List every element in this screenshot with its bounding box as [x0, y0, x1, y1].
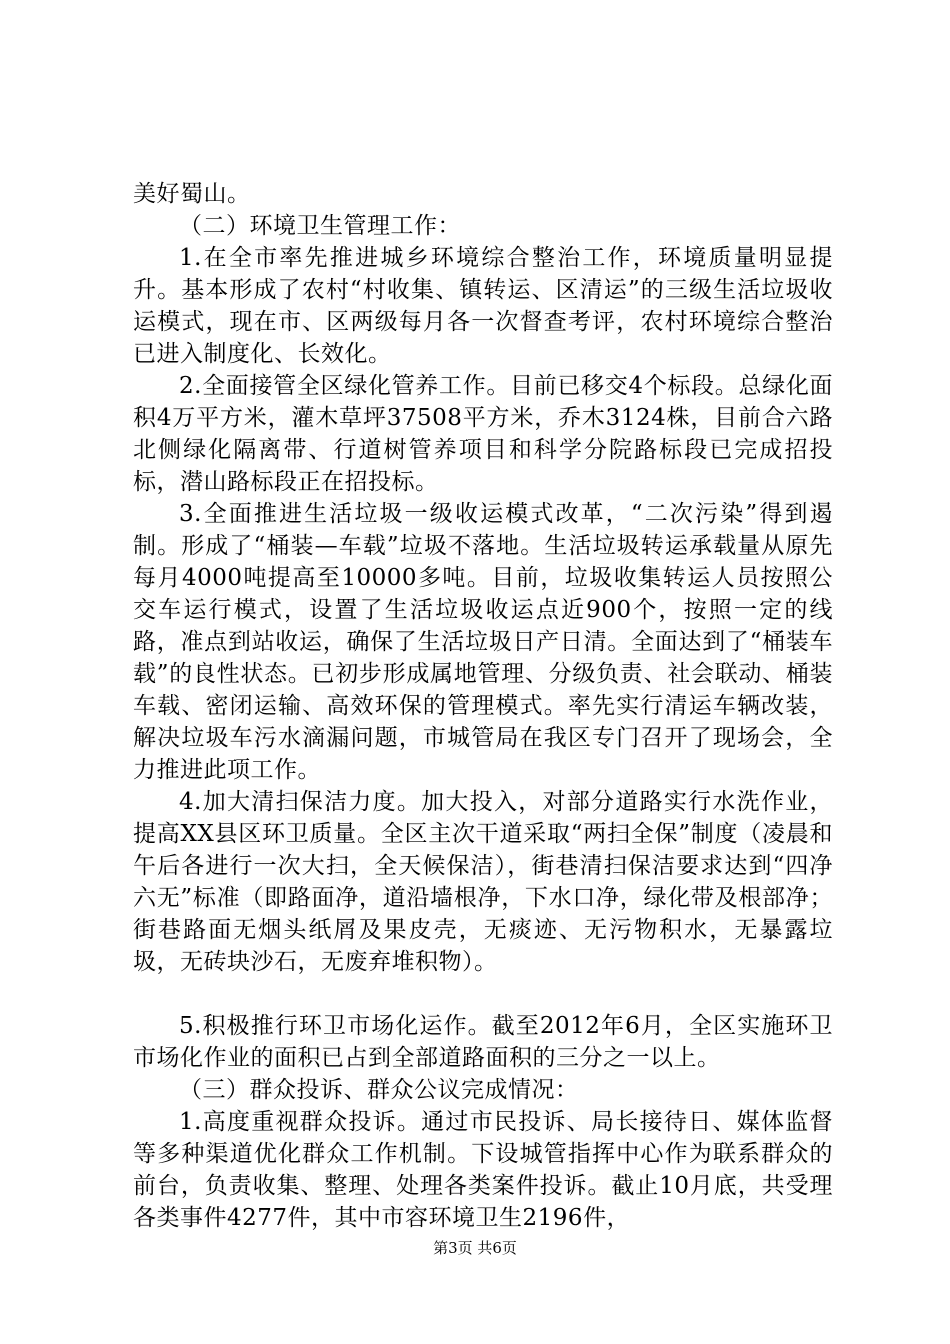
document-body [133, 178, 833, 1234]
paragraph-gap [133, 978, 833, 1010]
page-number-footer: 第3页 共6页 [433, 1239, 517, 1257]
paragraph-complaints-item-1: 1.高度重视群众投诉。通过市民投诉、局长接待日、媒体监督等多种渠道优化群众工作机制。下设城管指挥中心作为联系群众的前台，负责收集、整理、处理各类案件投诉。截止10月底，共受理各类事件4277件，其中市容环境卫生2196件， [133, 1109, 833, 1231]
section-heading-complaints: （三）群众投诉、群众公议完成情况： [179, 1077, 579, 1103]
paragraph-item-2: 2.全面接管全区绿化管养工作。目前已移交4个标段。总绿化面积4万平方米，灌木草坪37508平方米，乔木3124株，目前合六路北侧绿化隔离带、行道树管养项目和科学分院路标段已完成招投标，潜山路标段正在招投标。 [133, 373, 833, 495]
paragraph-continuation: 美好蜀山。 [133, 181, 251, 207]
paragraph-item-1: 1.在全市率先推进城乡环境综合整治工作，环境质量明显提升。基本形成了农村“村收集、镇转运、区清运”的三级生活垃圾收运模式，现在市、区两级每月各一次督查考评，农村环境综合整治已进入制度化、长效化。 [133, 245, 833, 367]
paragraph-item-5: 5.积极推行环卫市场化运作。截至2012年6月，全区实施环卫市场化作业的面积已占到全部道路面积的三分之一以上。 [133, 1013, 833, 1071]
paragraph-item-3: 3.全面推进生活垃圾一级收运模式改革，“二次污染”得到遏制。形成了“桶装—车载”垃圾不落地。生活垃圾转运承载量从原先每月4000吨提高至10000多吨。目前，垃圾收集转运人员按照公交车运行模式，设置了生活垃圾收运点近900个，按照一定的线路，准点到站收运，确保了生活垃圾日产日清。全面达到了“桶装车载”的良性状态。已初步形成属地管理、分级负责、社会联动、桶装车载、密闭运输、高效环保的管理模式。率先实行清运车辆改装，解决垃圾车污水滴漏问题，市城管局在我区专门召开了现场会，全力推进此项工作。 [133, 501, 833, 783]
paragraph-item-4: 4.加大清扫保洁力度。加大投入，对部分道路实行水洗作业，提高XX县区环卫质量。全区主次干道采取“两扫全保”制度（凌晨和午后各进行一次大扫，全天候保洁），街巷清扫保洁要求达到“四净六无”标准（即路面净，道沿墙根净，下水口净，绿化带及根部净；街巷路面无烟头纸屑及果皮壳，无痰迹、无污物积水，无暴露垃圾，无砖块沙石，无废弃堆积物）。 [133, 789, 833, 975]
section-heading-sanitation: （二）环境卫生管理工作： [179, 213, 461, 239]
